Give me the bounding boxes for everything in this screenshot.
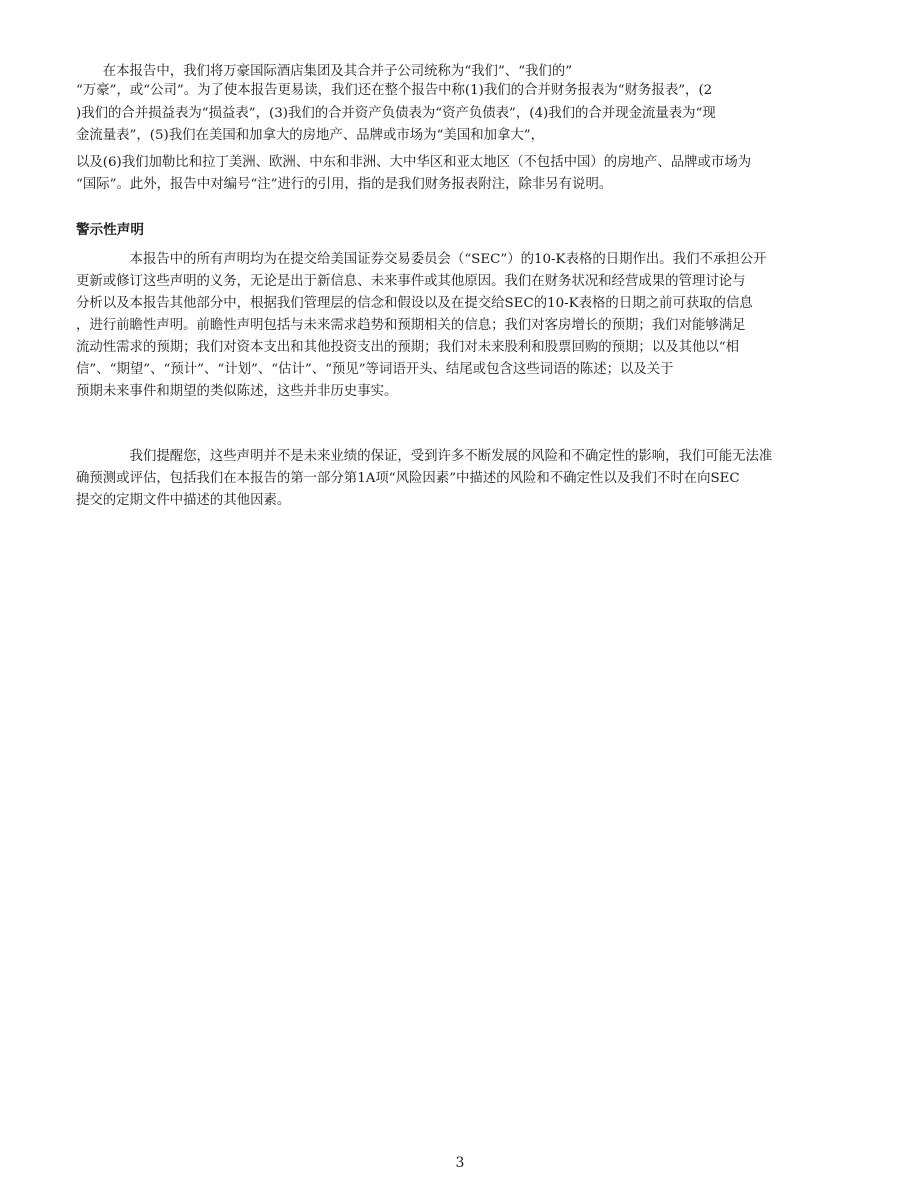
reminder-line: 确预测或评估，包括我们在本报告的第一部分第1A项“风险因素”中描述的风险和不确定性以及我们不时在向SEC xyxy=(76,471,740,486)
cautionary-line: 流动性需求的预期；我们对资本支出和其他投资支出的预期；我们对未来股利和股票回购的预期；以及其他以“相 xyxy=(76,340,739,355)
reminder-line: 我们提醒您，这些声明并不是未来业绩的保证，受到许多不断发展的风险和不确定性的影响，我们可能无法准 xyxy=(76,449,773,464)
section-heading: 警示性声明 xyxy=(76,222,144,238)
cautionary-line: 信”、“期望”、“预计”、“计划”、“估计”、“预见”等词语开头、结尾或包含这些词语的陈述；以及关于 xyxy=(76,362,674,377)
intro-line: “万豪”，或“公司”。为了使本报告更易读，我们还在整个报告中称(1)我们的合并财务报表为“财务报表”，(2 xyxy=(76,83,713,98)
cautionary-line: 分析以及本报告其他部分中，根据我们管理层的信念和假设以及在提交给SEC的10-K表格的日期之前可获取的信息 xyxy=(76,296,753,311)
cautionary-line: 本报告中的所有声明均为在提交给美国证券交易委员会（“SEC”）的10-K表格的日期作出。我们不承担公开 xyxy=(76,252,767,267)
cautionary-line: 更新或修订这些声明的义务，无论是出于新信息、未来事件或其他原因。我们在财务状况和经营成果的管理讨论与 xyxy=(76,274,746,289)
page-number: 3 xyxy=(455,1155,465,1171)
intro-line: “国际”。此外，报告中对编号“注”进行的引用，指的是我们财务报表附注，除非另有说明。 xyxy=(76,177,613,192)
cautionary-line: 预期未来事件和期望的类似陈述，这些并非历史事实。 xyxy=(76,384,398,399)
intro-line: 在本报告中，我们将万豪国际酒店集团及其合并子公司统称为“我们”、“我们的” xyxy=(76,64,573,79)
intro-line: )我们的合并损益表为“损益表”，(3)我们的合并资产负债表为“资产负债表”，(4)我们的合并现金流量表为“现 xyxy=(76,106,716,121)
cautionary-line: ，进行前瞻性声明。前瞻性声明包括与未来需求趋势和预期相关的信息；我们对客房增长的预期；我们对能够满足 xyxy=(76,318,746,333)
reminder-line: 提交的定期文件中描述的其他因素。 xyxy=(76,493,291,508)
intro-line: 金流量表”，(5)我们在美国和加拿大的房地产、品牌或市场为“美国和加拿大”， xyxy=(76,128,545,143)
intro-line: 以及(6)我们加勒比和拉丁美洲、欧洲、中东和非洲、大中华区和亚太地区（不包括中国）的房地产、品牌或市场为 xyxy=(76,155,752,170)
